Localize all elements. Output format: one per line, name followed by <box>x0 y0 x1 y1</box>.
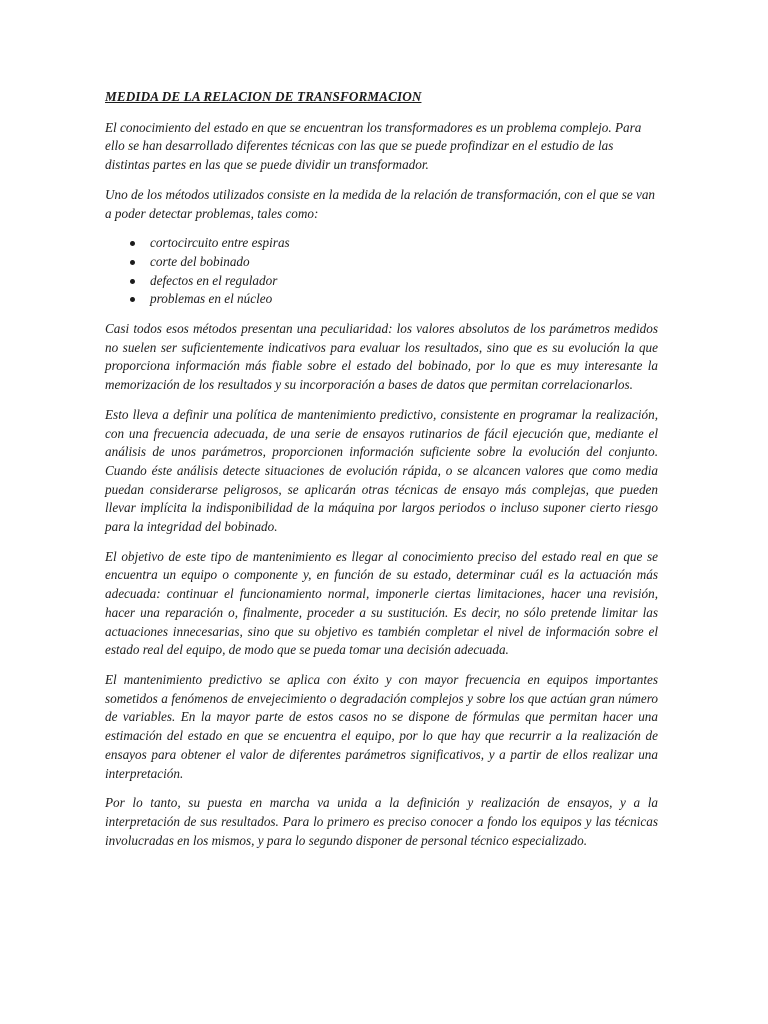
list-item-text: cortocircuito entre espiras <box>150 235 290 251</box>
intro-paragraph-1: El conocimiento del estado en que se encuentran los transformadores es un problema complejo. Para ello se han desarrollado diferentes técnicas con las que se puede profindizar en el estudio de las distintas partes en las que se puede dividir un transformador. <box>105 119 642 173</box>
list-item <box>105 253 658 272</box>
list-item <box>105 290 658 309</box>
bullet-icon <box>130 297 135 302</box>
document-page <box>105 88 658 861</box>
problem-list <box>105 234 658 309</box>
document-title: MEDIDA DE LA RELACION DE TRANSFORMACION <box>105 89 422 104</box>
body-paragraph-4: El mantenimiento predictivo se aplica con éxito y con mayor frecuencia en equipos importantes sometidos a fenómenos de envejecimiento o degradación complejos y sobre los que actúan gran número de variables. En la mayor parte de estos casos no se dispone de fórmulas que permitan hacer una estimación del estado en que se encuentra el equipo, por lo que hay que recurrir a la realización de ensayos para obtener el valor de diferentes parámetros significativos, y a partir de ellos realizar una interpretación. <box>105 671 658 781</box>
bullet-icon <box>130 279 135 284</box>
intro-paragraph-2: Uno de los métodos utilizados consiste en la medida de la relación de transformación, con el que se van a poder detectar problemas, tales como: <box>105 186 656 221</box>
bullet-icon <box>130 241 135 246</box>
list-item <box>105 234 658 253</box>
bullet-icon <box>130 260 135 265</box>
list-item-text: defectos en el regulador <box>150 272 278 288</box>
list-item <box>105 272 658 291</box>
body-paragraph-3: El objetivo de este tipo de mantenimiento es llegar al conocimiento preciso del estado real en que se encuentra un equipo o componente y, en función de su estado, determinar cuál es la actuación más adecuada: continuar el funcionamiento normal, imponerle ciertas limitaciones, hacer una revisión, hacer una reparación o, finalmente, proceder a su sustitución. Es decir, no sólo pretende limitar las actuaciones innecesarias, sino que su objetivo es también completar el nivel de información sobre el estado real del equipo, de modo que se pueda tomar una decisión adecuada. <box>105 548 658 658</box>
list-item-text: problemas en el núcleo <box>150 291 273 307</box>
body-paragraph-1: Casi todos esos métodos presentan una peculiaridad: los valores absolutos de los parámetros medidos no suelen ser suficientemente indicativos para evaluar los resultados, sino que es su evolución la que proporciona información más fiable sobre el estado del bobinado, por lo que es muy interesante la memorización de los resultados y su incorporación a bases de datos que permitan correlacionarlos. <box>105 321 658 393</box>
body-paragraph-5: Por lo tanto, su puesta en marcha va unida a la definición y realización de ensayos, y a la interpretación de sus resultados. Para lo primero es preciso conocer a fondo los equipos y las técnicas involucradas en los mismos, y para lo segundo disponer de personal técnico especializado. <box>105 795 658 848</box>
list-item-text: corte del bobinado <box>150 253 250 269</box>
body-paragraph-2: Esto lleva a definir una política de mantenimiento predictivo, consistente en programar la realización, con una frecuencia adecuada, de una serie de ensayos rutinarios de fácil ejecución que, mediante el análisis de unos parámetros, proporcionen información suficiente sobre la evolución del conjunto. Cuando éste análisis detecte situaciones de evolución rápida, o se alcancen valores que como media puedan considerarse peligrosos, se aplicarán otras técnicas de ensayo más complejas, que pueden llevar implícita la indisponibilidad de la máquina por largos periodos o incluso suponer cierto riesgo para la integridad del bobinado. <box>105 406 658 535</box>
